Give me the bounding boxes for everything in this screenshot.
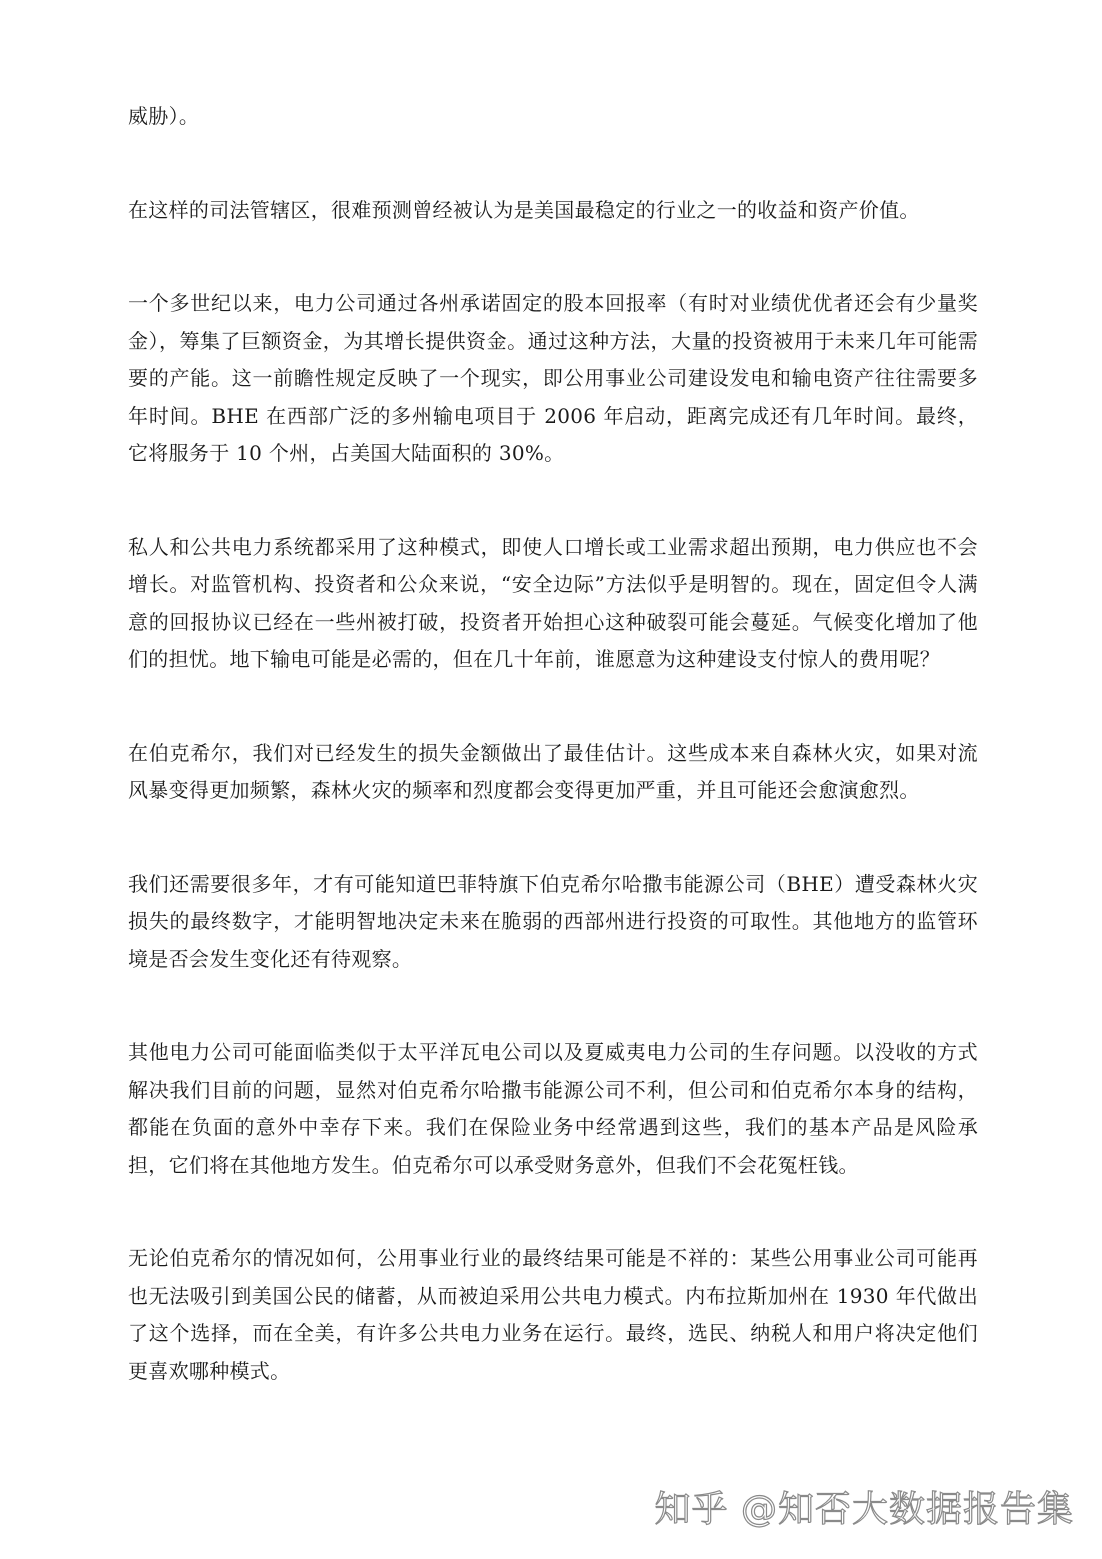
document-body <box>128 98 978 1446</box>
paragraph: 我们还需要很多年，才有可能知道巴菲特旗下伯克希尔哈撒韦能源公司（BHE）遭受森林火灾损失的最终数字，才能明智地决定未来在脆弱的西部州进行投资的可取性。其他地方的监管环境是否会发生变化还有待观察。 <box>128 871 978 971</box>
paragraph: 在伯克希尔，我们对已经发生的损失金额做出了最佳估计。这些成本来自森林火灾，如果对流风暴变得更加频繁，森林火灾的频率和烈度都会变得更加严重，并且可能还会愈演愈烈。 <box>128 740 978 802</box>
paragraph: 在这样的司法管辖区，很难预测曾经被认为是美国最稳定的行业之一的收益和资产价值。 <box>128 197 920 222</box>
paragraph: 无论伯克希尔的情况如何，公用事业行业的最终结果可能是不祥的：某些公用事业公司可能再也无法吸引到美国公民的储蓄，从而被迫采用公共电力模式。内布拉斯加州在 1930 年代做出了这个选择，而在全美，有许多公共电力业务在运行。最终，选民、纳税人和用户将决定他们更喜欢哪种模式。 <box>128 1246 978 1383</box>
paragraph: 私人和公共电力系统都采用了这种模式，即使人口增长或工业需求超出预期，电力供应也不会增长。对监管机构、投资者和公众来说，“安全边际”方法似乎是明智的。现在，固定但令人满意的回报协议已经在一些州被打破，投资者开始担心这种破裂可能会蔓延。气候变化增加了他们的担忧。地下输电可能是必需的，但在几十年前，谁愿意为这种建设支付惊人的费用呢？ <box>128 534 978 671</box>
paragraph: 威胁）。 <box>128 104 200 128</box>
paragraph: 一个多世纪以来，电力公司通过各州承诺固定的股本回报率（有时对业绩优优者还会有少量奖金），筹集了巨额资金，为其增长提供资金。通过这种方法，大量的投资被用于未来几年可能需要的产能。这一前瞻性规定反映了一个现实，即公用事业公司建设发电和输电资产往往需要多年时间。BHE 在西部广泛的多州输电项目于 2006 年启动，距离完成还有几年时间。最终，它将服务于 10 个州，占美国大陆面积的 30%。 <box>128 291 978 465</box>
paragraph: 其他电力公司可能面临类似于太平洋瓦电公司以及夏威夷电力公司的生存问题。以没收的方式解决我们目前的问题，显然对伯克希尔哈撒韦能源公司不利，但公司和伯克希尔本身的结构，都能在负面的意外中幸存下来。我们在保险业务中经常遇到这些，我们的基本产品是风险承担，它们将在其他地方发生。伯克希尔可以承受财务意外，但我们不会花冤枉钱。 <box>128 1040 978 1177</box>
zhihu-watermark: 知乎 @知否大数据报告集 <box>654 1489 1074 1530</box>
